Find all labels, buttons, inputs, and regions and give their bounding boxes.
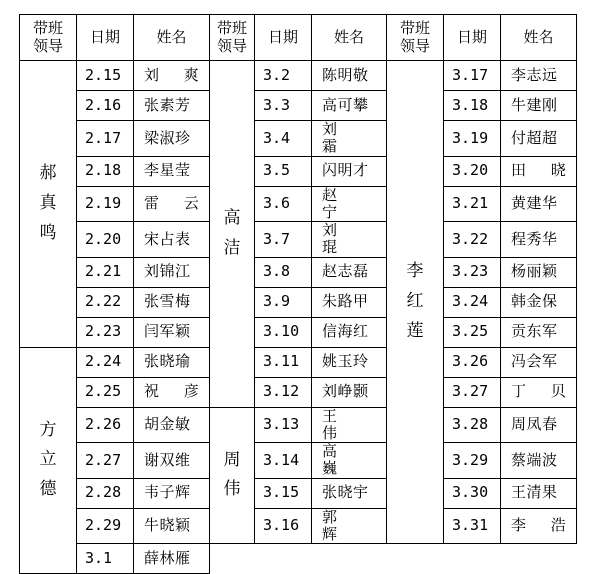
date-cell: 3.23 [444,257,501,287]
roster-row [20,91,577,121]
name-cell: 薛林雁 [134,544,210,574]
leader-char: 方 [39,419,57,440]
date-cell: 2.27 [77,443,134,479]
name-cell: 赵 宁 [312,186,387,222]
date-cell: 3.19 [444,121,501,157]
leader-char: 周 [223,449,241,470]
date-cell: 3.1 [77,544,134,574]
name-cell: 宋占表 [134,222,210,258]
leader-char: 伟 [223,479,241,500]
name-cell: 郭 辉 [312,508,387,544]
leader-char: 高 [223,208,241,228]
date-cell: 3.3 [255,91,312,121]
leader-cell [210,407,255,544]
date-cell: 2.29 [77,508,134,544]
name-cell: 冯会军 [501,347,577,377]
leader-cell [20,61,77,348]
name-cell: 雷 云 [134,186,210,222]
name-cell: 李星莹 [134,156,210,186]
date-cell: 2.15 [77,61,134,91]
header-name: 姓名 [134,15,210,61]
date-cell: 3.24 [444,287,501,317]
name-cell: 韩金保 [501,287,577,317]
name-cell: 梁淑珍 [134,121,210,157]
name-cell: 牛建刚 [501,91,577,121]
header-leader-line: 带班 [32,19,63,38]
roster-row [20,222,577,258]
roster-row [20,347,577,377]
date-cell: 3.10 [255,317,312,347]
date-cell: 3.2 [255,61,312,91]
name-cell: 付超超 [501,121,577,157]
date-cell: 2.16 [77,91,134,121]
date-cell: 3.21 [444,186,501,222]
date-cell: 3.13 [255,407,312,443]
leader-char: 立 [39,449,57,470]
leader-cell [20,347,77,574]
name-cell: 王 伟 [312,407,387,443]
date-cell: 2.23 [77,317,134,347]
name-cell: 田 晓 [501,156,577,186]
roster-row [20,186,577,222]
duty-roster-table [19,14,577,574]
roster-row [20,61,577,91]
name-cell: 杨丽颖 [501,257,577,287]
date-cell: 2.22 [77,287,134,317]
name-cell: 周凤春 [501,407,577,443]
header-leader-line: 带班 [216,19,247,38]
date-cell: 2.18 [77,156,134,186]
header-leader [387,15,444,61]
header-date: 日期 [255,15,312,61]
name-cell: 刘 琨 [312,222,387,258]
header-date: 日期 [77,15,134,61]
header-leader-line: 领导 [32,36,63,55]
roster-row [20,508,577,544]
name-cell: 谢双维 [134,443,210,479]
roster-row [20,377,577,407]
date-cell: 2.28 [77,478,134,508]
date-cell: 3.5 [255,156,312,186]
name-cell: 贡东军 [501,317,577,347]
name-cell: 张晓瑜 [134,347,210,377]
name-cell: 刘锦江 [134,257,210,287]
leader-char: 红 [406,291,424,312]
date-cell: 2.17 [77,121,134,157]
roster-row [20,478,577,508]
name-cell: 蔡端波 [501,443,577,479]
leader-cell [387,61,444,544]
roster-row [20,443,577,479]
date-cell: 3.31 [444,508,501,544]
name-cell: 赵志磊 [312,257,387,287]
empty-cell [210,544,387,574]
name-cell: 张素芳 [134,91,210,121]
name-cell: 信海红 [312,317,387,347]
name-cell: 姚玉玲 [312,347,387,377]
leader-cell [210,61,255,408]
name-cell: 陈明敬 [312,61,387,91]
name-cell: 祝 彦 [134,377,210,407]
date-cell: 2.24 [77,347,134,377]
name-cell: 李志远 [501,61,577,91]
date-cell: 2.21 [77,257,134,287]
date-cell: 3.6 [255,186,312,222]
date-cell: 3.29 [444,443,501,479]
date-cell: 3.16 [255,508,312,544]
leader-char: 真 [39,192,57,213]
date-cell: 3.26 [444,347,501,377]
date-cell: 3.22 [444,222,501,258]
name-cell: 高可攀 [312,91,387,121]
leader-char: 德 [39,479,57,500]
header-name: 姓名 [501,15,577,61]
date-cell: 3.8 [255,257,312,287]
header-leader [20,15,77,61]
name-cell: 闫军颖 [134,317,210,347]
date-cell: 3.11 [255,347,312,377]
date-cell: 3.12 [255,377,312,407]
name-cell: 韦子辉 [134,478,210,508]
date-cell: 3.9 [255,287,312,317]
name-cell: 王清果 [501,478,577,508]
roster-row [20,407,577,443]
header-leader-line: 领导 [216,36,247,55]
leader-char: 洁 [223,237,241,258]
name-cell: 闪明才 [312,156,387,186]
name-cell: 朱路甲 [312,287,387,317]
name-cell: 胡金敏 [134,407,210,443]
header-leader-line: 带班 [399,19,430,38]
name-cell: 刘 霜 [312,121,387,157]
leader-char: 郝 [39,163,57,184]
name-cell: 高 巍 [312,443,387,479]
date-cell: 3.7 [255,222,312,258]
date-cell: 3.18 [444,91,501,121]
header-date: 日期 [444,15,501,61]
roster-row [20,287,577,317]
date-cell: 3.4 [255,121,312,157]
roster-row [20,121,577,157]
date-cell: 2.20 [77,222,134,258]
date-cell: 3.15 [255,478,312,508]
header-row [20,15,577,61]
date-cell: 3.28 [444,407,501,443]
name-cell: 丁 贝 [501,377,577,407]
date-cell: 2.26 [77,407,134,443]
name-cell: 黄建华 [501,186,577,222]
roster-row [20,156,577,186]
header-leader [210,15,255,61]
name-cell: 牛晓颖 [134,508,210,544]
date-cell: 3.25 [444,317,501,347]
date-cell: 2.25 [77,377,134,407]
roster-body [20,15,577,574]
name-cell: 李 浩 [501,508,577,544]
date-cell: 3.27 [444,377,501,407]
date-cell: 3.17 [444,61,501,91]
leader-char: 鸣 [39,222,57,243]
name-cell: 刘 爽 [134,61,210,91]
date-cell: 3.20 [444,156,501,186]
name-cell: 张晓宇 [312,478,387,508]
header-leader-line: 领导 [399,36,430,55]
name-cell: 程秀华 [501,222,577,258]
roster-row [20,544,577,574]
leader-char: 李 [406,261,424,282]
name-cell: 张雪梅 [134,287,210,317]
date-cell: 3.14 [255,443,312,479]
date-cell: 2.19 [77,186,134,222]
roster-row [20,257,577,287]
leader-char: 莲 [406,320,424,341]
roster-row [20,317,577,347]
name-cell: 刘峥颢 [312,377,387,407]
header-name: 姓名 [312,15,387,61]
date-cell: 3.30 [444,478,501,508]
